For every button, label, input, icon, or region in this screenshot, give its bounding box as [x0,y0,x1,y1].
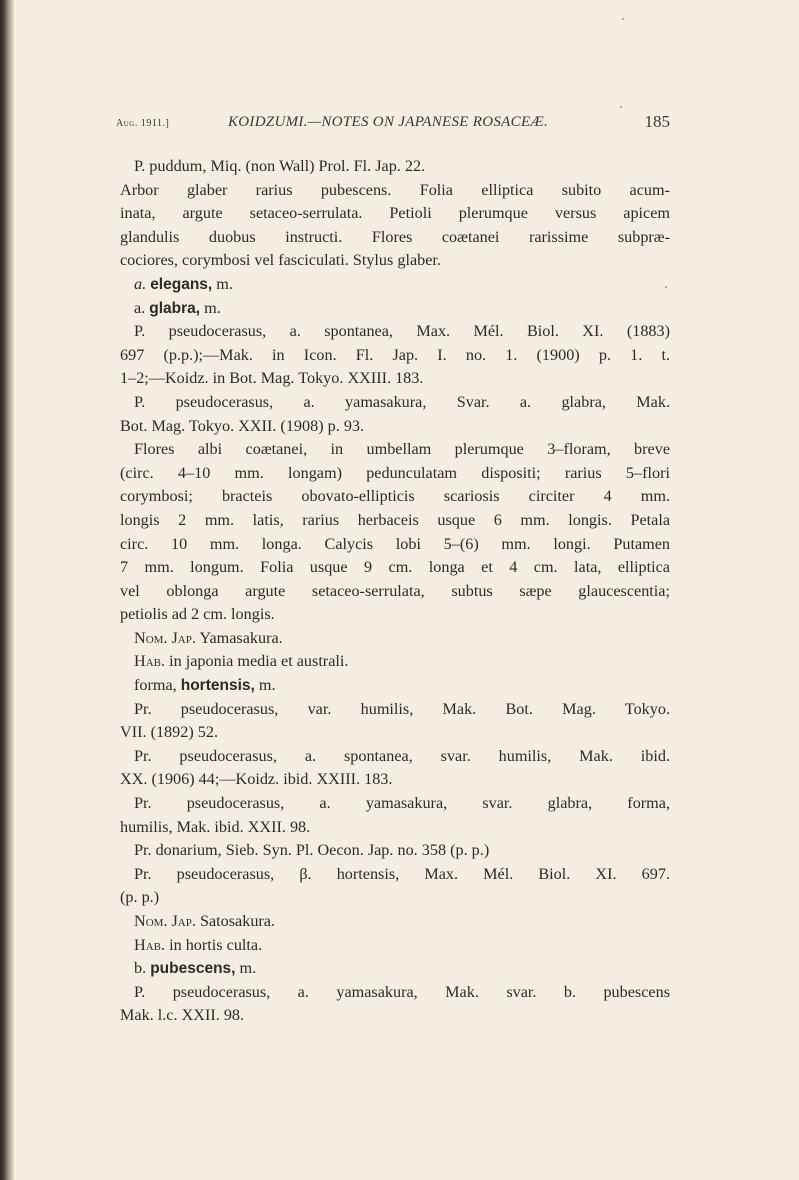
forma-name: hortensis, [180,677,255,695]
text-line: Pr. pseudocerasus, a. spontanea, svar. humilis, Mak. ibid. [134,746,670,765]
text-line: humilis, Mak. ibid. XXII. 98. [120,817,311,836]
habitat-line [120,934,670,958]
text-line: Pr. pseudocerasus, var. humilis, Mak. Bot. Mag. Tokyo. [134,699,670,718]
nom-jap-value: Satosakura. [199,912,276,930]
habitat-label: Hab. [134,935,166,954]
text-line: corymbosi; bracteis obovato-ellipticis scariosis circiter 4 mm. [120,487,670,506]
page-number: 185 [644,112,670,131]
text-line: VII. (1892) 52. [120,723,219,742]
japanese-name-line [120,910,670,934]
variety-author: m. [239,959,257,978]
text-line: P. pseudocerasus, a. spontanea, Max. Mél. Biol. XI. (1883) [134,322,670,341]
forma-label: forma, [134,676,177,695]
text-line: P. pseudocerasus, a. yamasakura, Svar. a. glabra, Mak. [134,392,670,411]
text-line: Arbor glaber rarius pubescens. Folia elliptica subito acum- [120,180,670,199]
variety-letter: a. [134,298,146,317]
variety-heading [120,273,670,297]
variety-name: elegans, [150,275,213,293]
variety-name: pubescens, [150,960,236,978]
text-line: Flores albi coætanei, in umbellam plerumque 3–floram, breve [134,440,670,459]
text-line: (circ. 4–10 mm. longam) pedunculatam dispositi; rarius 5–flori [120,463,670,482]
text-line: circ. 10 mm. longa. Calycis lobi 5–(6) mm. longi. Putamen [120,534,670,553]
text-line: Pr. pseudocerasus, β. hortensis, Max. Mél. Biol. XI. 697. [134,864,670,883]
text-line: 1–2;—Koidz. in Bot. Mag. Tokyo. XXIII. 183. [120,369,424,388]
variety-letter: a. [134,274,147,293]
variety-author: m. [216,274,233,293]
text-line: inata, argute setaceo-serrulata. Petioli plerumque versus apicem [120,204,670,223]
habitat-value: in hortis culta. [169,935,263,954]
text-line: XX. (1906) 44;—Koidz. ibid. XXIII. 183. [120,770,393,789]
running-header [116,112,670,136]
nom-jap-label: Nom. Jap. [134,628,196,647]
variety-letter: b. [134,959,147,978]
text-line: 7 mm. longum. Folia usque 9 cm. longa et 4 cm. lata, elliptica [120,558,670,577]
variety-heading [120,297,670,321]
text-line: P. puddum, Miq. (non Wall) Prol. Fl. Jap. 22. [134,157,426,175]
text-line: longis 2 mm. latis, rarius herbaceis usque 6 mm. longis. Petala [120,510,670,529]
header-title: KOIDZUMI.—NOTES ON JAPANESE ROSACEÆ. [228,114,549,130]
text-line: Pr. donarium, Sieb. Syn. Pl. Oecon. Jap. no. 358 (p. p.) [134,841,490,860]
variety-name: glabra, [149,299,201,317]
forma-author: m. [258,676,276,695]
text-line: petiolis ad 2 cm. longis. [120,605,275,624]
text-line: P. pseudocerasus, a. yamasakura, Mak. svar. b. pubescens [134,982,670,1001]
variety-author: m. [204,298,221,317]
text-line: cociores, corymbosi vel fasciculati. Stylus glaber. [120,251,441,270]
habitat-label: Hab. [134,652,166,671]
page-binding-edge [0,0,14,1180]
text-line: Pr. pseudocerasus, a. yamasakura, svar. glabra, forma, [134,794,670,813]
paper-speck [665,286,667,288]
nom-jap-value: Yamasakura. [199,628,283,647]
forma-heading [120,674,670,698]
habitat-value: in japonia media et australi. [169,652,349,671]
text-line: Mak. l.c. XXII. 98. [120,1006,245,1025]
nom-jap-label: Nom. Jap. [134,912,196,930]
japanese-name-line [120,627,670,651]
text-line: (p. p.) [120,888,160,907]
text-line: Bot. Mag. Tokyo. XXII. (1908) p. 93. [120,416,365,435]
page-body [120,155,670,1028]
text-line: vel oblonga argute setaceo-serrulata, subtus sæpe glaucescentia; [120,581,670,600]
text-line: glandulis duobus instructi. Flores coætanei rarissime subpræ- [120,227,670,246]
habitat-line [120,650,670,674]
header-date: Aug. 1911.] [116,118,170,129]
text-line: 697 (p.p.);—Mak. in Icon. Fl. Jap. I. no. 1. (1900) p. 1. t. [120,345,670,364]
variety-heading [120,957,670,981]
paper-speck [620,106,622,108]
paper-speck [622,18,624,20]
